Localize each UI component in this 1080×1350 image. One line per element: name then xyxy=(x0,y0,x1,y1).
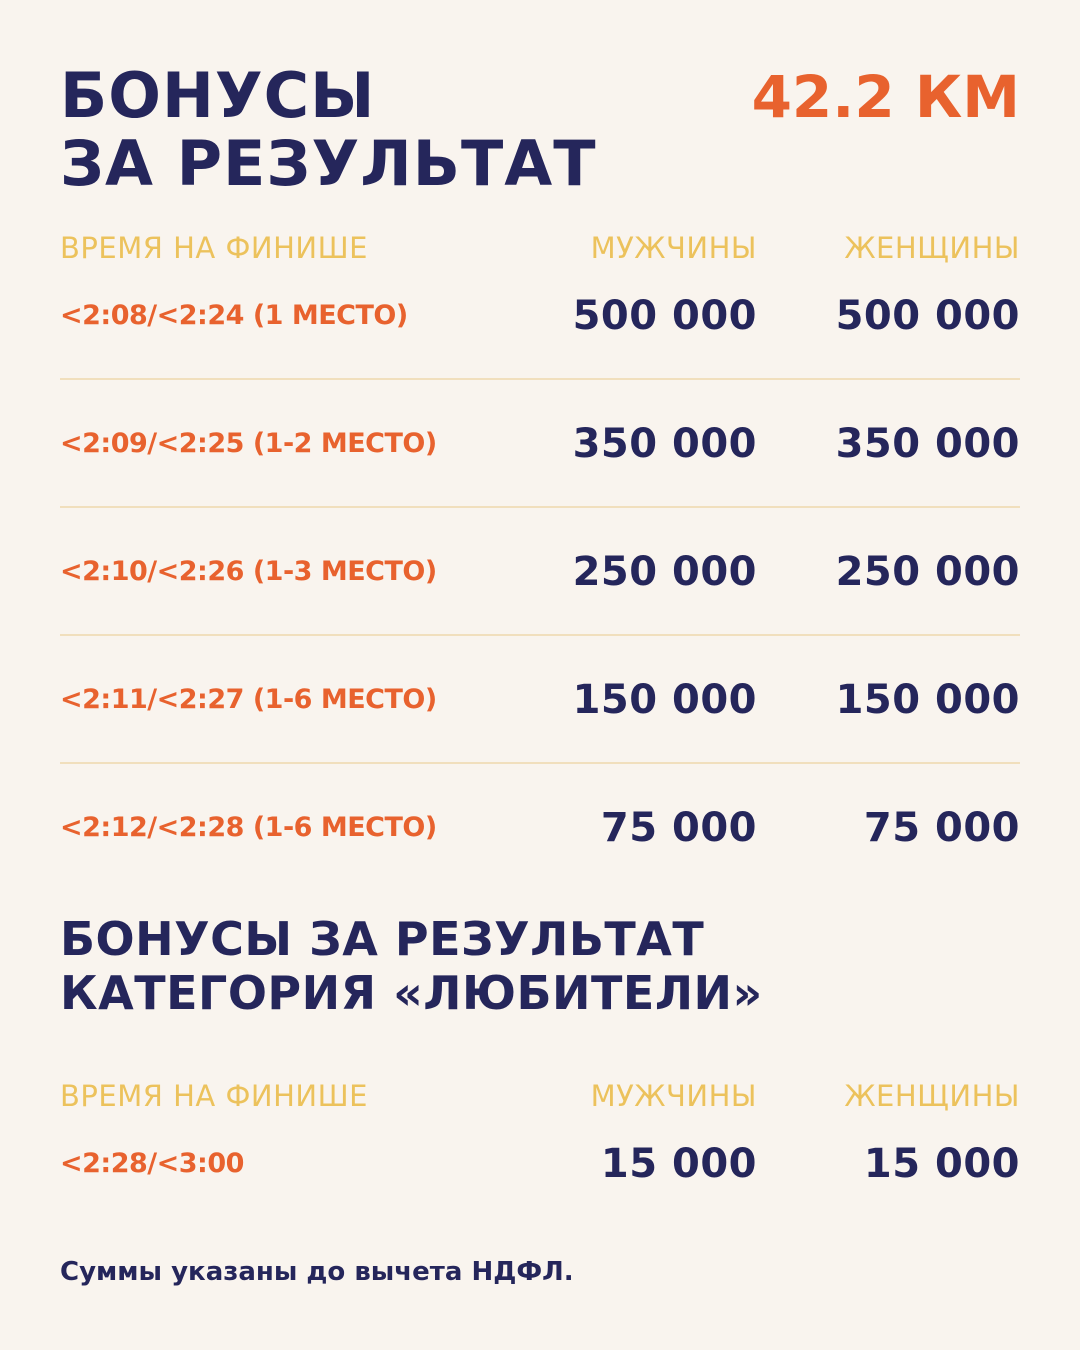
row-men-bonus: 150 000 xyxy=(572,677,757,723)
amateur-section-title xyxy=(60,912,763,1020)
row-divider xyxy=(60,634,1020,636)
row-men-bonus: 250 000 xyxy=(572,549,757,595)
title-line-2: ЗА РЕЗУЛЬТАТ xyxy=(60,127,597,200)
row-women-bonus: 15 000 xyxy=(863,1141,1020,1187)
page-title xyxy=(60,59,597,200)
row-divider xyxy=(60,762,1020,764)
row-time: <2:28/<3:00 xyxy=(60,1148,244,1179)
row-time: <2:12/<2:28 (1-6 МЕСТО) xyxy=(60,812,437,843)
column-header-women: ЖЕНЩИНЫ xyxy=(844,231,1020,265)
row-time: <2:08/<2:24 (1 МЕСТО) xyxy=(60,300,408,331)
column-header-men: МУЖЧИНЫ xyxy=(590,231,757,265)
title-line-1: БОНУСЫ xyxy=(60,59,376,132)
table-row xyxy=(60,798,1020,858)
table-row xyxy=(60,670,1020,730)
tax-footnote: Суммы указаны до вычета НДФЛ. xyxy=(60,1257,574,1287)
row-women-bonus: 500 000 xyxy=(835,293,1020,339)
row-women-bonus: 150 000 xyxy=(835,677,1020,723)
table-row xyxy=(60,1134,1020,1194)
row-women-bonus: 250 000 xyxy=(835,549,1020,595)
amateur-title-line-1: БОНУСЫ ЗА РЕЗУЛЬТАТ xyxy=(60,912,705,966)
column-header-women: ЖЕНЩИНЫ xyxy=(844,1079,1020,1113)
table-row xyxy=(60,542,1020,602)
row-time: <2:09/<2:25 (1-2 МЕСТО) xyxy=(60,428,437,459)
column-header-time: ВРЕМЯ НА ФИНИШЕ xyxy=(60,231,368,265)
row-women-bonus: 75 000 xyxy=(863,805,1020,851)
row-men-bonus: 350 000 xyxy=(572,421,757,467)
column-header-time: ВРЕМЯ НА ФИНИШЕ xyxy=(60,1079,368,1113)
column-header-men: МУЖЧИНЫ xyxy=(590,1079,757,1113)
row-divider xyxy=(60,506,1020,508)
row-divider xyxy=(60,378,1020,380)
table-row xyxy=(60,414,1020,474)
row-men-bonus: 15 000 xyxy=(600,1141,757,1187)
row-men-bonus: 75 000 xyxy=(600,805,757,851)
table-row xyxy=(60,286,1020,346)
distance-label: 42.2 КМ xyxy=(751,63,1020,131)
row-time: <2:11/<2:27 (1-6 МЕСТО) xyxy=(60,684,437,715)
row-women-bonus: 350 000 xyxy=(835,421,1020,467)
row-men-bonus: 500 000 xyxy=(572,293,757,339)
amateur-title-line-2: КАТЕГОРИЯ «ЛЮБИТЕЛИ» xyxy=(60,966,763,1020)
row-time: <2:10/<2:26 (1-3 МЕСТО) xyxy=(60,556,437,587)
